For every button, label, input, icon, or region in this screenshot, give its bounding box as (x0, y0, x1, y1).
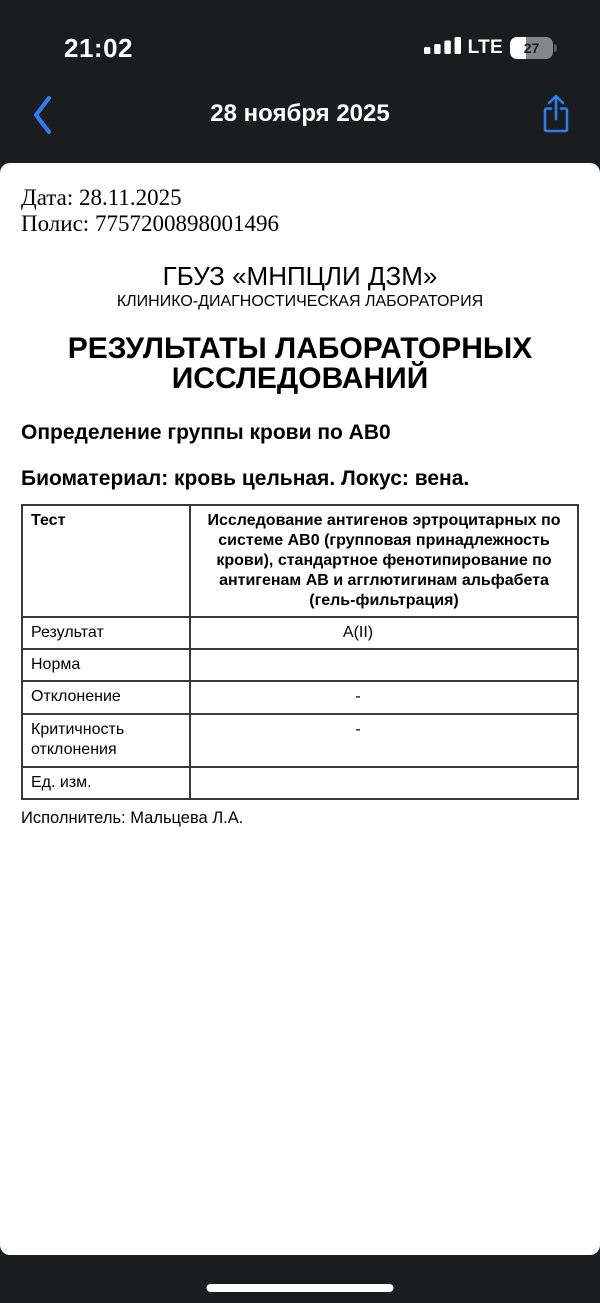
row-value: Исследование антигенов эртроцитарных по системе АВ0 (групповая принадлежность крови), стандартное фенотипирование по антигенам АВ и агглютигинам альфабета (гель-фильтрация) (190, 505, 578, 617)
results-table (21, 504, 579, 800)
row-value: А(II) (190, 617, 578, 649)
doc-policy-line: Полис: 7757200898001496 (21, 211, 279, 236)
org-department: КЛИНИКО-ДИАГНОСТИЧЕСКАЯ ЛАБОРАТОРИЯ (116, 293, 484, 310)
table-row (22, 714, 578, 767)
row-label: Критичность отклонения (22, 714, 190, 767)
row-value: - (190, 714, 578, 767)
row-label: Отклонение (22, 681, 190, 714)
row-label: Результат (22, 617, 190, 649)
nav-title: 28 ноября 2025 (210, 100, 390, 127)
row-label: Ед. изм. (22, 767, 190, 799)
table-row (22, 505, 578, 617)
network-type-label: LTE (467, 36, 503, 58)
executor-line: Исполнитель: Мальцева Л.А. (21, 809, 244, 827)
table-row (22, 681, 578, 714)
row-value (190, 767, 578, 799)
biomaterial-line: Биоматериал: кровь цельная. Локус: вена. (21, 467, 470, 490)
row-value (190, 649, 578, 681)
battery-percent: 27 (523, 39, 540, 56)
share-icon (541, 93, 571, 140)
status-bar (0, 0, 600, 70)
row-value: - (190, 681, 578, 714)
doc-title: РЕЗУЛЬТАТЫ ЛАБОРАТОРНЫХ ИССЛЕДОВАНИЙ (67, 332, 533, 395)
document-page (0, 163, 600, 1255)
cellular-signal-icon (424, 36, 461, 59)
battery-icon (510, 37, 553, 59)
doc-date-line: Дата: 28.11.2025 (21, 185, 182, 210)
status-right-cluster (424, 36, 553, 59)
section-heading: Определение группы крови по АВ0 (21, 421, 391, 444)
share-button[interactable] (534, 90, 578, 142)
row-label: Тест (22, 505, 190, 617)
table-row (22, 649, 578, 681)
home-indicator[interactable] (207, 1284, 394, 1292)
row-label: Норма (22, 649, 190, 681)
bottom-bar (0, 1255, 600, 1303)
battery-cap (554, 44, 557, 52)
org-name: ГБУЗ «МНПЦЛИ ДЗМ» (162, 261, 438, 291)
table-row (22, 617, 578, 649)
status-time: 21:02 (64, 33, 133, 63)
table-row (22, 767, 578, 799)
nav-bar (0, 70, 600, 163)
org-block (21, 262, 579, 311)
